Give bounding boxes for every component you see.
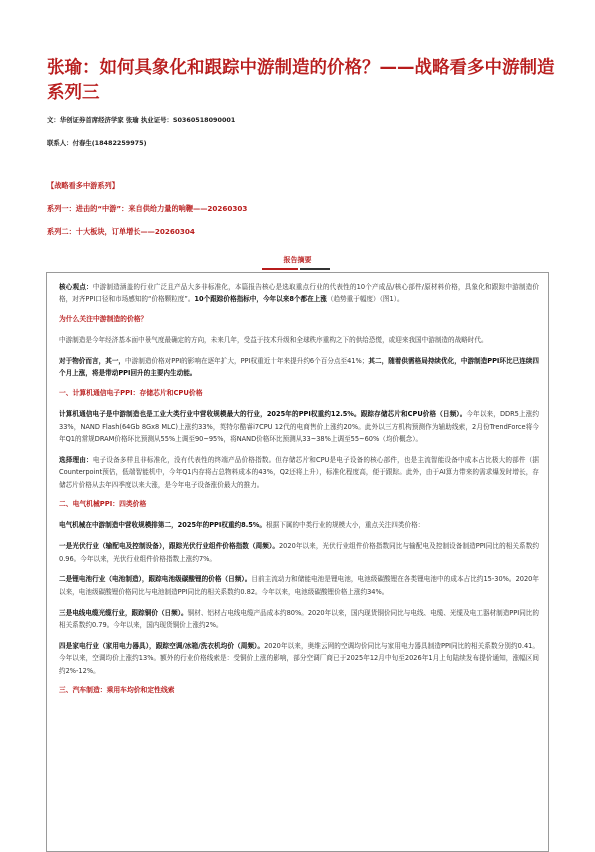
price-highlight: 其二，随着供需格局持续优化，中游制造PPI环比已连续四个月上涨，将是带动PPI回升的主要内生动能。 (59, 357, 539, 378)
contact-label: 联系人： (47, 139, 73, 147)
price-text: 中游制造价格对PPI的影响在逐年扩大，PPI权重近十年来提升约6个百分点至41%； (125, 357, 369, 365)
s2-intro-lead: 电气机械在中游制造中营收规模排第二，2025年的PPI权重约8.5%。 (59, 521, 267, 530)
section-1-paragraph-2 (59, 454, 539, 491)
abstract-content (59, 281, 539, 705)
section-2-item-3 (59, 607, 539, 632)
author-line (47, 116, 235, 125)
section-1-paragraph-1 (59, 408, 539, 445)
core-view-paragraph (59, 281, 539, 306)
s1-p1-lead: 计算机通信电子是中游制造也是工业大类行业中营收规模最大的行业，2025年的PPI权重约12.5%。跟踪存储芯片和CPU价格（日频）。 (59, 410, 467, 419)
s2-item3-lead: 三是电线电缆光缆行业，跟踪铜价（日频）。 (59, 608, 188, 617)
series-tag: 【战略看多中游系列】 (47, 181, 119, 190)
price-paragraph (59, 355, 539, 380)
section-2-heading: 二、电气机械PPI：四类价格 (59, 500, 147, 509)
s2-item1-lead: 一是光伏行业（输配电及控制设备），跟踪光伏行业组件价格指数（周频）。 (59, 542, 279, 551)
contact-value: 付春生(18482259975) (72, 139, 147, 147)
s2-item4-lead: 四是家电行业（家用电力器具），跟踪空调/冰箱/洗衣机均价（周频）。 (59, 641, 265, 650)
abstract-box (46, 272, 549, 852)
author-value: 华创证券首席经济学家 张瑜 执业证号：S0360518090001 (59, 116, 236, 124)
section-2-item-1 (59, 540, 539, 565)
section-2-item-2 (59, 573, 539, 598)
abstract-heading: 报告摘要 (283, 256, 312, 264)
s1-p2-text: 电子设备多样且非标准化，没有代表性的终端产品价格指数。但存储芯片和CPU是电子设备的核心部件，也是主流智能设备中成本占比极大的部件（据Counterpoint预估，低端智能机中，今年Q1内存将占总物料成本的43%，Q2还将上升），标准化程度高，便于跟踪。此外，由于AI算力带来的需求爆发时增长，存储芯片价格从去年四季度以来大涨，是今年电子设备涨价最大的推力。 (59, 455, 539, 489)
section-1-heading: 一、计算机通信电子PPI：存储芯片和CPU价格 (59, 389, 203, 398)
s2-item1-text: 2020年以来，光伏行业组件价格指数同比与输配电及控制设备制造PPI同比的相关系数约0.96。今年以来，光伏行业组件价格指数上涨约7%。 (59, 542, 539, 563)
price-label: 对于物价而言，其一， (59, 357, 126, 365)
s2-intro-text: 根据下属的中类行业的规模大小，重点关注四类价格： (266, 521, 425, 530)
heading-underline-dark (300, 268, 330, 270)
section-2-intro (59, 519, 539, 531)
why-heading: 为什么关注中游制造的价格？ (59, 315, 148, 324)
s1-p2-lead: 选择理由： (59, 455, 93, 464)
section-2-item-4 (59, 640, 539, 677)
s1-p1-text: 今年以来，DDR5上涨约33%，NAND Flash(64Gb 8Gx8 MLC)上涨约33%，英特尔酷睿i7CPU 12代的电商售价上涨约20%。此外以三方机构预测作为辅助线索，2月份TrendForce将今年Q1的常规DRAM价格环比预测从55%上调至90~95%，将NAND价格环比预测从33~38%上调至55~60%（均价概念）。 (59, 410, 539, 444)
s2-item3-text: 铜材、铝材占电线电缆产品成本约80%。2020年以来，国内现货铜价同比与电线、电缆、光缆及电工器材制造PPI同比的相关系数约0.79。今年以来，国内现货铜价上涨约2%。 (59, 608, 539, 630)
s2-item2-lead: 二是锂电池行业（电池制造），跟踪电池级碳酸锂的价格（日频）。 (59, 575, 252, 584)
series-link-1[interactable]: 系列一：进击的“中游”：来自供给力量的响鞭——20260303 (47, 204, 248, 213)
author-label: 文： (47, 116, 60, 124)
contact-line (47, 139, 147, 148)
why-paragraph: 中游制造是今年经济基本面中景气度最确定的方向，未来几年，受益于技术升级和全球秩序重构之下的供给恐慌，或迎来我国中游制造的战略时代。 (59, 336, 488, 345)
core-view-text: 中游制造涵盖的行业广泛且产品大多非标准化，本篇报告核心是选取重点行业的代表性的10个产成品/核心部件/原材料价格，具象化和跟踪中游制造价格，对齐PPI口径和市场感知的“价格颗粒度”。 (59, 283, 539, 304)
core-view-tail: （趋势重于幅度）（图1）。 (326, 295, 404, 304)
core-view-label: 核心观点： (59, 283, 93, 291)
section-3-heading: 三、汽车制造：乘用车均价和定性线索 (59, 686, 175, 695)
s2-item2-text: 目前主流动力和储能电池是锂电池，电池级碳酸锂在各类锂电池中的成本占比约15-30%。2020年以来，电池级碳酸锂价格同比与电池制造PPI同比的相关系数约0.82。今年以来，电池级碳酸锂价格上涨约34%。 (59, 575, 539, 596)
s2-item4-text: 2020年以来，奥维云网的空调均价同比与家用电力器具制造PPI同比的相关系数分别约0.41。今年以来，空调均价上涨约13%。额外的行业价格线索是：受铜价上涨的影响，部分空调厂商已于2025年12月中旬至2026年1月上旬陆续发布提价通知，涨幅区间约2%-12%。 (59, 641, 539, 675)
report-title: 张瑜：如何具象化和跟踪中游制造的价格？——战略看多中游制造系列三 (47, 58, 555, 103)
core-view-highlight: 10个跟踪价格指标中，今年以来8个都在上涨 (194, 295, 327, 304)
series-link-2[interactable]: 系列二：十大板块，订单增长——20260304 (47, 227, 195, 236)
heading-underline-accent (262, 268, 298, 270)
